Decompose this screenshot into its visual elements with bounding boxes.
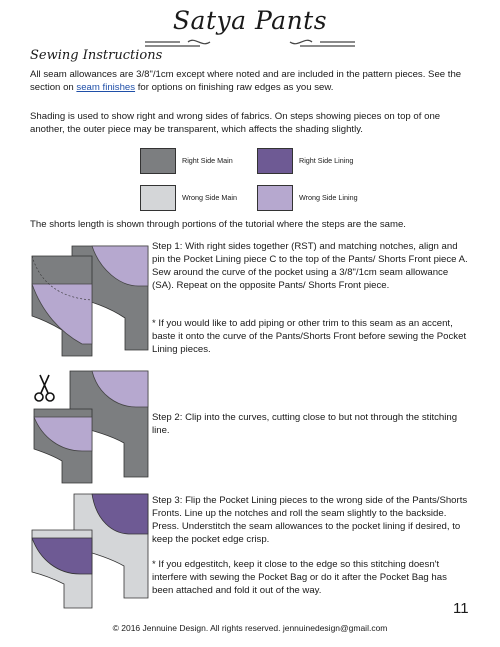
legend-swatch-wrong-lining — [257, 185, 293, 211]
legend-swatch-right-main — [140, 148, 176, 174]
shorts-note: The shorts length is shown through portions of the tutorial where the steps are the same. — [30, 219, 406, 230]
legend-label: Wrong Side Main — [182, 193, 237, 202]
intro-text-end: for options on finishing raw edges as you sew. — [135, 82, 334, 93]
footer-copyright: © 2016 Jennuine Design. All rights reserved. jennuinedesign@gmail.com — [112, 623, 388, 633]
seam-finishes-link[interactable]: seam finishes — [76, 82, 136, 93]
legend-swatch-wrong-main — [140, 185, 176, 211]
intro-text: All seam allowances are 3/8"/1cm except where noted and are included in the pattern pieces. See the section on — [30, 69, 462, 93]
intro-paragraph — [30, 68, 475, 94]
page-title: Satya Pants — [172, 6, 328, 35]
section-heading: Sewing Instructions — [30, 48, 163, 63]
step2-illustration — [32, 365, 150, 485]
step3-text: Step 3: Flip the Pocket Lining pieces to the wrong side of the Pants/Shorts Fronts. Line up the notches and roll the seam slightly to the backside. Press. Understitch the seam allowances to the pocket lining if desired, to keep the pocket edge crisp. — [152, 495, 468, 545]
step3-illustration — [30, 490, 150, 610]
shading-note: Shading is used to show right and wrong sides of fabrics. On steps showing pieces on top of one another, the outer piece may be transparent, which affects the shading slightly. — [30, 111, 441, 135]
page-number: 11 — [453, 600, 469, 617]
step2-text: Step 2: Clip into the curves, cutting close to but not through the stitching line. — [152, 412, 458, 436]
legend-label: Wrong Side Lining — [299, 193, 358, 202]
step1-text: Step 1: With right sides together (RST) and matching notches, align and pin the Pocket Lining piece C to the top of the Pants/ Shorts Front piece A. Sew around the curve of the pocket using a 3/8"/1cm seam allowance (SA). Repeat on the opposite Pants/ Shorts Front piece. — [152, 241, 468, 291]
legend-label: Right Side Main — [182, 156, 233, 165]
legend-label: Right Side Lining — [299, 156, 354, 165]
title-flourish — [140, 20, 360, 50]
step1-illustration — [30, 238, 150, 358]
step1-note: * If you would like to add piping or other trim to this seam as an accent, baste it onto the curve of the Pants/Shorts Front before sewing the Pocket Lining pieces. — [152, 318, 467, 355]
step3-note: * If you edgestitch, keep it close to the edge so this stitching doesn't interfere with sewing the Pocket Bag or do it after the Pocket Bag has been attached and fold it out of the way. — [152, 559, 447, 596]
legend-swatch-right-lining — [257, 148, 293, 174]
